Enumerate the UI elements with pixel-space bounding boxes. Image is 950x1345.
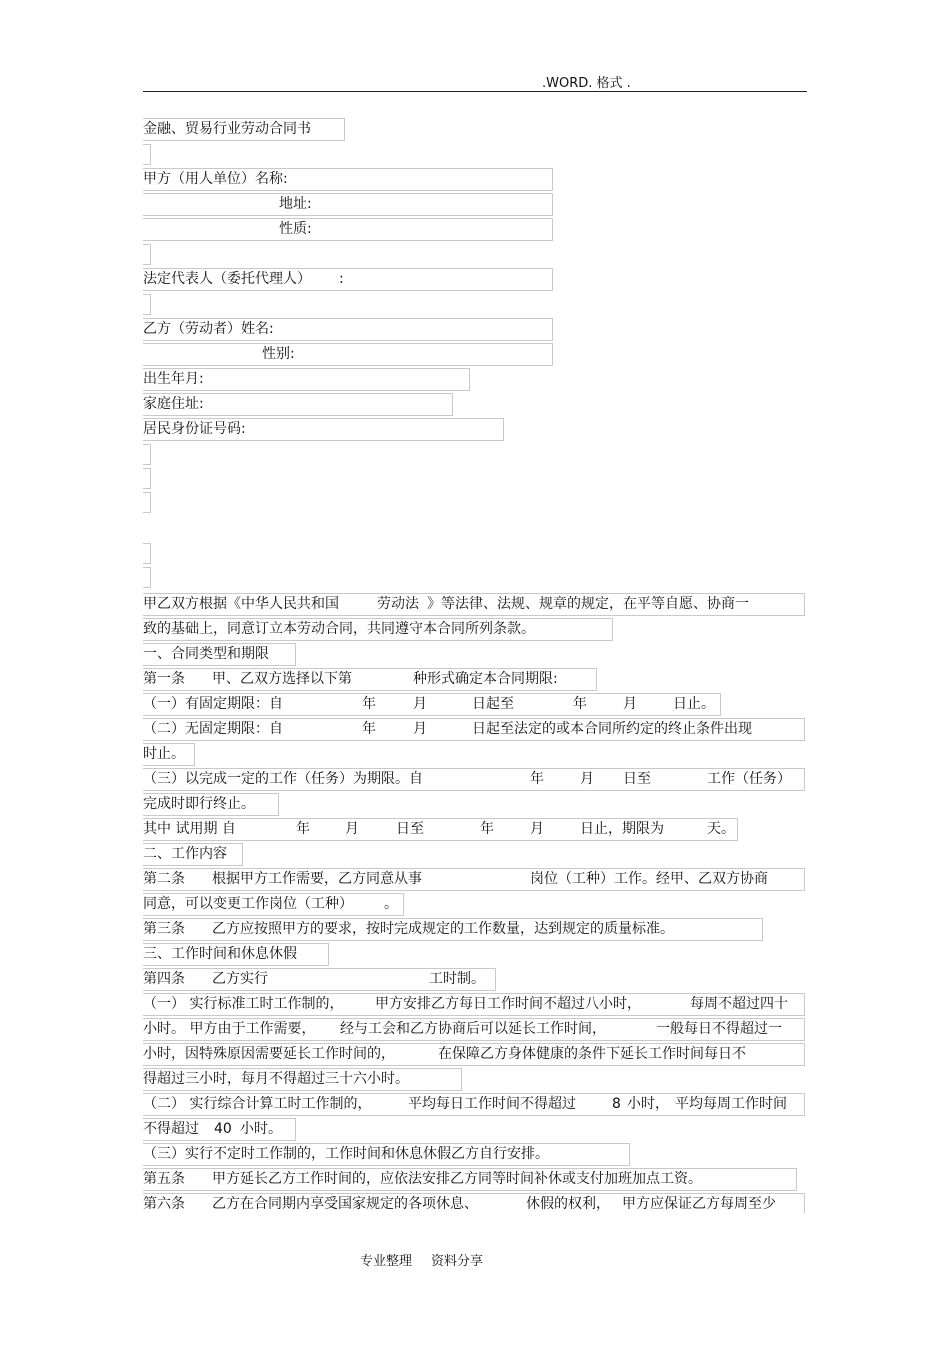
article-text: 月 [623,696,637,712]
article-text: 经与工会和乙方协商后可以延长工作时间， [340,1021,606,1037]
article-text: 8 [612,1096,621,1112]
article-text: 在保障乙方身体健康的条件下延长工作时间每日不 [438,1046,746,1062]
article-text: 月 [413,721,427,737]
article-text: 工时制。 [429,971,485,987]
article-text: 其中 试用期 自 [143,821,236,837]
party-a-nature-label: 性质: [279,221,312,237]
blank-marker [143,492,151,513]
article-text: 甲、乙双方选择以下第 [212,671,352,687]
article-number: 第五条 [143,1171,185,1187]
party-a-address-label: 地址: [279,196,312,212]
article-text: 不得超过 [143,1121,199,1137]
article-text: （二） 实行综合计算工时工作制的， [143,1096,372,1112]
article-text: 日止，期限为 [580,821,664,837]
article-text: 天。 [707,821,735,837]
article-text: 小时， [627,1096,669,1112]
article-text: （一）有固定期限：自 [143,696,283,712]
article-text: 种形式确定本合同期限: [413,671,558,687]
article-text: 平均每周工作时间 [675,1096,787,1112]
article-text: 每周不超过四十 [690,996,788,1012]
intro-text: 》等法律、法规、规章的规定，在平等自愿、协商一 [427,596,749,612]
party-a-rep-label: 法定代表人（委托代理人） [143,271,311,287]
document-title: 金融、贸易行业劳动合同书 [143,121,311,137]
party-b-gender-label: 性别: [262,346,295,362]
party-b-birth-label: 出生年月: [143,371,204,387]
article-text: 日至 [396,821,424,837]
article-text: 甲方安排乙方每日工作时间不超过八小时， [375,996,641,1012]
article-text: 小时，因特殊原因需要延长工作时间的， [143,1046,395,1062]
blank-marker [143,543,151,564]
article-text: 乙方实行 [212,971,268,987]
article-text: 日起至 [472,696,514,712]
article-text: 乙方应按照甲方的要求，按时完成规定的工作数量，达到规定的质量标准。 [212,921,674,937]
field-box [143,193,553,216]
blank-marker [143,468,151,489]
intro-text: 劳动法 [377,596,419,612]
party-b-home-label: 家庭住址: [143,396,204,412]
article-text: 年 [296,821,310,837]
article-text: 年 [362,696,376,712]
article-text: 平均每日工作时间不得超过 [408,1096,576,1112]
footer-right: 资料分享 [431,1254,484,1269]
intro-text: 致的基础上，同意订立本劳动合同，共同遵守本合同所列条款。 [143,621,535,637]
article-text: 休假的权利， [526,1196,610,1212]
article-text: 小时。 [240,1121,282,1137]
intro-text: 甲乙双方根据《中华人民共和国 [143,596,339,612]
section-heading: 二、工作内容 [143,846,227,862]
article-text: 月 [580,771,594,787]
article-number: 第一条 [143,671,185,687]
article-text: 得超过三小时，每月不得超过三十六小时。 [143,1071,409,1087]
article-text: 日止。 [673,696,715,712]
article-text: 同意，可以变更工作岗位（工种） [143,896,353,912]
article-text: 工作（任务） [707,771,791,787]
party-a-rep-colon: : [339,271,344,287]
article-number: 第三条 [143,921,185,937]
article-text: 一般每日不得超过一 [656,1021,782,1037]
article-text: （三）实行不定时工作制的，工作时间和休息休假乙方自行安排。 [143,1146,549,1162]
article-text: 完成时即行终止。 [143,796,255,812]
blank-marker [143,444,151,465]
article-text: （一） 实行标准工时工作制的， [143,996,344,1012]
header-rule [143,91,807,92]
article-text: 日起至法定的或本合同所约定的终止条件出现 [472,721,752,737]
article-text: 甲方延长乙方工作时间的，应依法安排乙方同等时间补休或支付加班加点工资。 [212,1171,702,1187]
article-number: 第六条 [143,1196,185,1212]
article-text: 年 [480,821,494,837]
footer-left: 专业整理 [360,1254,413,1269]
article-text: 月 [413,696,427,712]
article-text: （二）无固定期限：自 [143,721,283,737]
article-text: 月 [530,821,544,837]
article-text: 年 [362,721,376,737]
field-box [143,218,553,241]
article-text: 年 [573,696,587,712]
section-heading: 一、合同类型和期限 [143,646,269,662]
article-text: 时止。 [143,746,185,762]
blank-marker [143,144,151,165]
article-text: 40 [214,1121,232,1137]
article-text: 根据甲方工作需要，乙方同意从事 [212,871,422,887]
party-a-name-label: 甲方（用人单位）名称: [143,171,288,187]
article-text: （三）以完成一定的工作（任务）为期限。自 [143,771,423,787]
article-text: 。 [384,896,398,912]
article-text: 甲方应保证乙方每周至少 [622,1196,776,1212]
article-text: 月 [345,821,359,837]
page-header: .WORD. 格式 . [542,76,631,91]
article-number: 第二条 [143,871,185,887]
article-text: 年 [530,771,544,787]
party-b-name-label: 乙方（劳动者）姓名: [143,321,274,337]
party-b-id-label: 居民身份证号码: [143,421,246,437]
blank-marker [143,244,151,265]
blank-marker [143,294,151,315]
article-number: 第四条 [143,971,185,987]
article-text: 岗位（工种）工作。经甲、乙双方协商 [530,871,768,887]
blank-marker [143,567,151,588]
section-heading: 三、工作时间和休息休假 [143,946,297,962]
field-box [143,343,553,366]
article-text: 日至 [623,771,651,787]
article-text: 小时。 甲方由于工作需要， [143,1021,316,1037]
article-text: 乙方在合同期内享受国家规定的各项休息、 [212,1196,478,1212]
